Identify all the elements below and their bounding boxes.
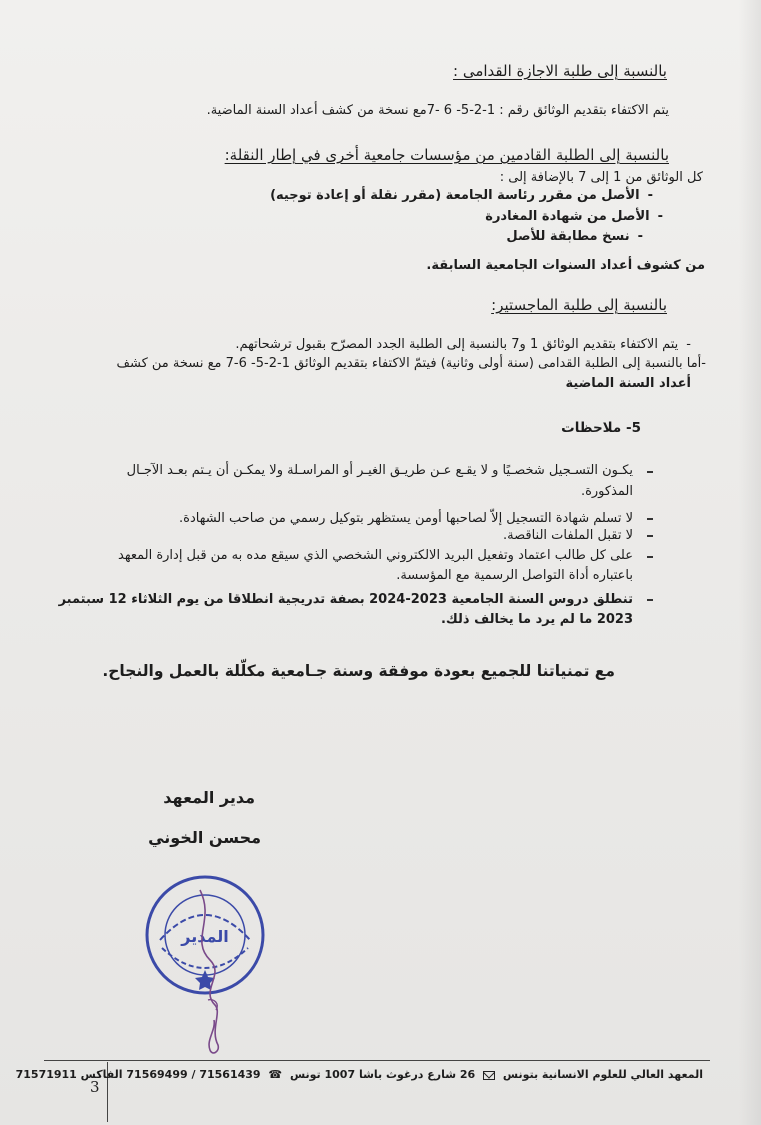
phone-icon: ☎ bbox=[268, 1068, 283, 1081]
master-new-students-text: يتم الاكتفاء بتقديم الوثائق 1 و7 بالنسبة إلى الطلبة الجدد المصرّح بقبول ترشحاتهم. bbox=[235, 337, 679, 352]
note-bullet bbox=[647, 518, 653, 520]
transfer-documents-intro: كل الوثائق من 1 إلى 7 بالإضافة إلى : bbox=[499, 170, 703, 185]
handwritten-signature bbox=[170, 880, 260, 1060]
note-email-activation-cont: باعتباره أداة التواصل الرسمية مع المؤسسة. bbox=[396, 568, 633, 583]
notes-heading: 5- ملاحظات bbox=[561, 420, 641, 436]
heading-old-license-students: بالنسبة إلى طلبة الاجازة القدامى : bbox=[453, 62, 667, 80]
transfer-item-decision: -الأصل من مقرر رئاسة الجامعة (مقرر نقلة أو إعادة توجيه) bbox=[270, 188, 653, 203]
heading-master-students: بالنسبة إلى طلبة الماجستير: bbox=[491, 296, 667, 314]
footer-institute: المعهد العالي للعلوم الانسانية بتونس bbox=[502, 1068, 703, 1081]
transfer-transcripts-line: من كشوف أعداد السنوات الجامعية السابقة. bbox=[426, 258, 705, 273]
master-old-students-line-cont: أعداد السنة الماضية bbox=[565, 376, 691, 391]
transfer-item-certified-copies: -نسخ مطابقة للأصل bbox=[506, 229, 643, 244]
note-classes-start: تنطلق دروس السنة الجامعية 2023-2024 بصفة تدريجية انطلاقا من يوم الثلاثاء 12 سبتمبر bbox=[58, 592, 633, 607]
director-title: مدير المعهد bbox=[163, 788, 255, 807]
transfer-item-departure-certificate: -الأصل من شهادة المغادرة bbox=[485, 209, 663, 224]
page-edge-shadow bbox=[739, 0, 761, 1125]
note-registration-personal: يكـون التسـجيل شخصـيًا و لا يقـع عـن طريـق الغيـر أو المراسـلة ولا يمكـن أن يـتم بعـد الآجـال bbox=[126, 463, 633, 478]
footer-phones: 71561439 / 71569499 الفاكس 71571911 bbox=[15, 1068, 261, 1081]
note-classes-start-cont: 2023 ما لم يرد ما يخالف ذلك. bbox=[440, 612, 633, 627]
note-registration-personal-cont: المذكورة. bbox=[580, 484, 633, 499]
note-bullet bbox=[647, 556, 653, 558]
master-new-students-line: -يتم الاكتفاء بتقديم الوثائق 1 و7 بالنسبة إلى الطلبة الجدد المصرّح بقبول ترشحاتهم. bbox=[235, 337, 691, 352]
old-license-documents-line: يتم الاكتفاء بتقديم الوثائق رقم : 1-2-5- 6 -7مع نسخة من كشف أعداد السنة الماضية. bbox=[206, 103, 669, 118]
note-bullet bbox=[647, 471, 653, 473]
note-bullet bbox=[647, 535, 653, 537]
transfer-item-decision-text: الأصل من مقرر رئاسة الجامعة (مقرر نقلة أو إعادة توجيه) bbox=[270, 188, 640, 203]
transfer-item-departure-text: الأصل من شهادة المغادرة bbox=[485, 209, 650, 224]
note-incomplete-files: لا تقبل الملفات الناقصة. bbox=[503, 528, 633, 543]
stamp-label: المدير bbox=[181, 927, 229, 946]
director-name: محسن الخوني bbox=[148, 828, 261, 847]
closing-wishes: مع تمنياتنا للجميع بعودة موفقة وسنة جـامعية مكلّلة بالعمل والنجاح. bbox=[102, 662, 615, 680]
note-email-activation: على كل طالب اعتماد وتفعيل البريد الالكتروني الشخصي الذي سيقع مده به من قبل إدارة المعهد bbox=[118, 548, 633, 563]
footer-address: 26 شارع درغوث باشا 1007 تونس bbox=[289, 1068, 476, 1081]
note-bullet bbox=[647, 599, 653, 601]
master-old-students-line: -أما بالنسبة إلى الطلبة القدامى (سنة أولى وثانية) فيتمّ الاكتفاء بتقديم الوثائق 1-2-5- 6-7 مع نسخة من كشف bbox=[116, 356, 706, 371]
heading-transfer-students: بالنسبة إلى الطلبة القادمين من مؤسسات جامعية أخرى في إطار النقلة: bbox=[224, 146, 669, 164]
transfer-item-copies-text: نسخ مطابقة للأصل bbox=[506, 229, 630, 244]
envelope-icon bbox=[483, 1071, 495, 1080]
note-certificate-delivery: لا تسلم شهادة التسجيل إلاّ لصاحبها أومن يستظهر بتوكيل رسمي من صاحب الشهادة. bbox=[179, 511, 633, 526]
footer-contact bbox=[16, 1068, 703, 1081]
master-old-students-text: أما بالنسبة إلى الطلبة القدامى (سنة أولى وثانية) فيتمّ الاكتفاء بتقديم الوثائق 1-2-5- 6-7 مع نسخة من كشف bbox=[116, 356, 702, 371]
footer-divider bbox=[44, 1060, 710, 1061]
page-number: 3 bbox=[90, 1078, 100, 1096]
